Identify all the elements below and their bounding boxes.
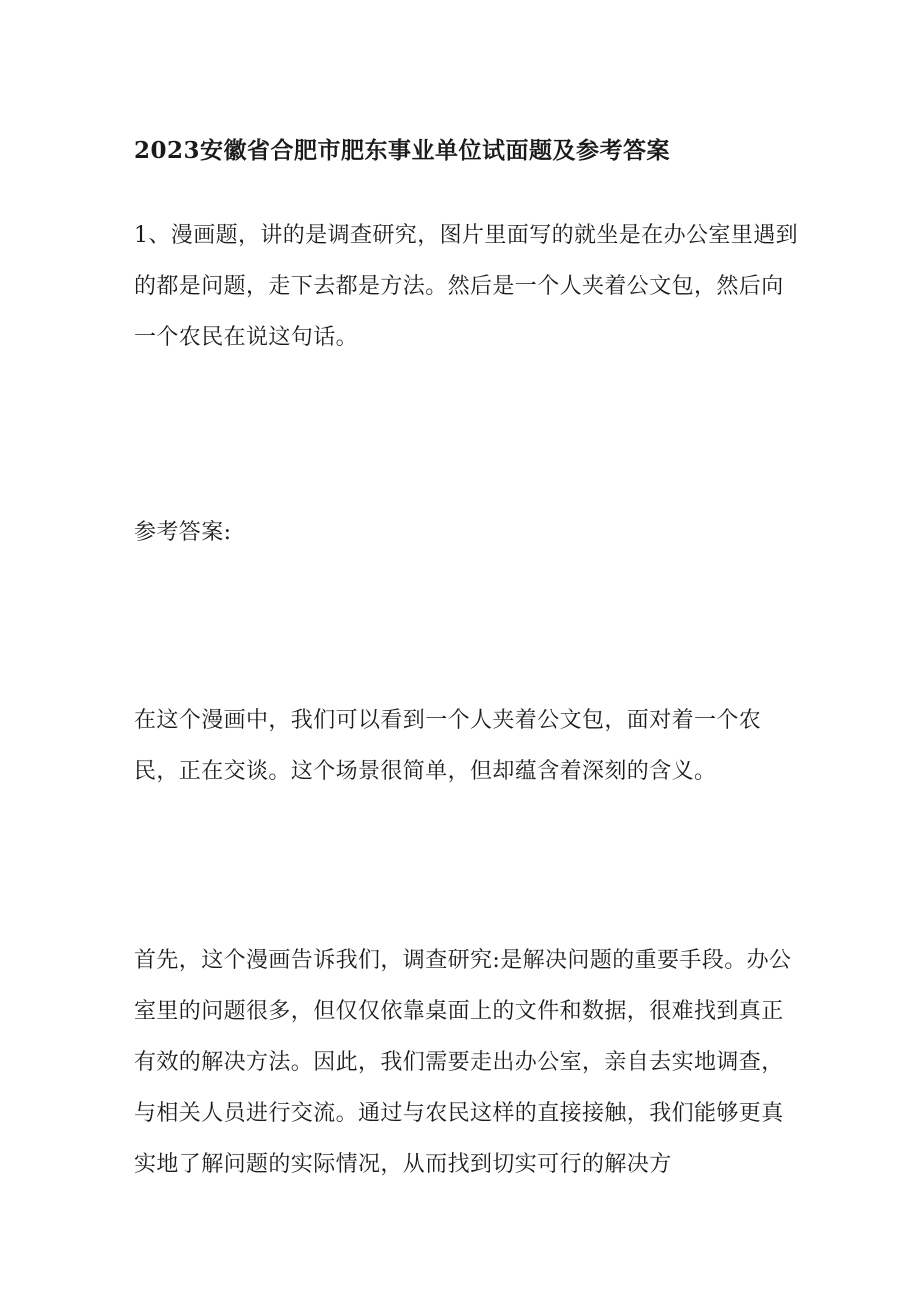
answer-paragraph-1: 在这个漫画中，我们可以看到一个人夹着公文包，面对着一个农民，正在交谈。这个场景很简单，但却蕴含着深刻的含义。 [134,708,762,784]
question-1-text: 1、漫画题，讲的是调查研究，图片里面写的就坐是在办公室里遇到的都是问题，走下去都是方法。然后是一个人夹着公文包，然后向一个农民在说这句话。 [134,223,798,350]
answer-label: 参考答案: [134,520,232,545]
document-title: 2023安徽省合肥市肥东事业单位试面题及参考答案 [134,137,671,164]
answer-paragraph-2: 首先，这个漫画告诉我们，调查研究:是解决问题的重要手段。办公室里的问题很多，但仅仅依靠桌面上的文件和数据，很难找到真正有效的解决方法。因此，我们需要走出办公室，亲自去实地调查，与相关人员进行交流。通过与农民这样的直接接触，我们能够更真实地了解问题的实际情况，从而找到切实可行的解决方 [134,948,792,1177]
